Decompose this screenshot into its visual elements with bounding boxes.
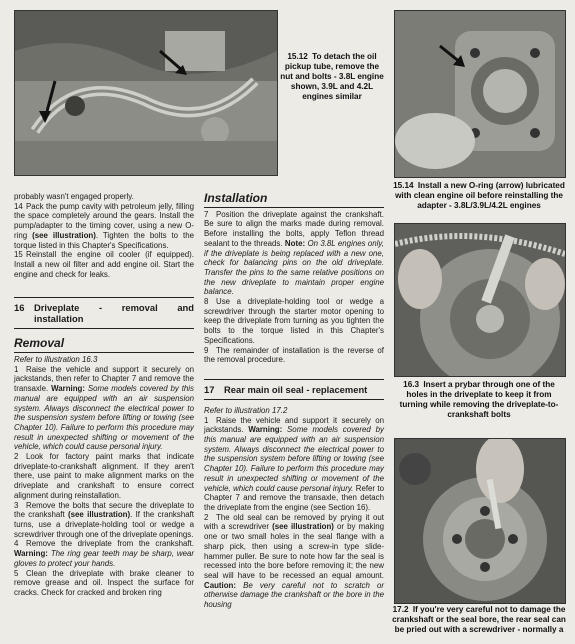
paragraph xyxy=(204,346,384,365)
step-text: Raise the vehicle and support it securely on jackstands, then refer to Chapter 7 and remove the transaxle. xyxy=(14,364,194,394)
photo-adapter-o-ring xyxy=(394,10,566,178)
caption-text: To detach the oil pickup tube, remove the nut and bolts - 3.8L engine shown, 3.9L and 4.2L engines similar xyxy=(280,52,384,101)
step-number: 1 xyxy=(204,415,209,425)
caption-16-3 xyxy=(394,380,564,420)
step-number: 4 xyxy=(14,539,19,549)
removal-heading: Removal xyxy=(14,336,65,351)
step-text: . If the crankshaft turns, use a driveplate-holding tool or wedge a screwdriver through one of the driveplate openings. xyxy=(14,510,194,539)
warning-text: Some models covered by this manual are equipped with an air suspension system. Always disconnect the electrical power to the suspension system before lifting or towing (see Chapter 10). Failure to perform this procedure may result in unexpected shifting or movement of the vehicle, which could cause personal injury. xyxy=(204,425,384,493)
paragraph: probably wasn't engaged properly. xyxy=(14,192,134,201)
paragraph xyxy=(14,501,194,540)
step-number: 7 xyxy=(204,209,209,219)
caption-text: If you're very careful not to damage the crankshaft or the seal bore, the rear seal can be pried out with a screwdriver - normally a xyxy=(392,605,566,634)
step-text: Pack the pump cavity with petroleum jelly, filling the space completely around the gears. Install the pump/adapter to the timing cover, using a new O-ring xyxy=(14,201,194,240)
caption-number: 17.2 xyxy=(392,605,409,614)
paragraph xyxy=(14,539,194,568)
section-heading-17 xyxy=(204,384,384,395)
paragraph xyxy=(204,513,384,610)
step-text: . Tighten the bolts to the torque listed in this Chapter's Specifications. xyxy=(14,230,194,250)
caution-label: Caution: xyxy=(204,580,236,590)
heading-rule xyxy=(14,352,194,353)
step-number: 14 xyxy=(14,201,23,211)
illustration-reference: Refer to illustration 17.2 xyxy=(204,405,288,415)
step-number: 3 xyxy=(14,500,19,510)
middle-text-column xyxy=(204,192,384,610)
caption-17-2 xyxy=(392,605,566,635)
section-title: Rear main oil seal - replacement xyxy=(224,383,368,395)
section-rule xyxy=(14,297,194,298)
note-label: Note: xyxy=(284,238,306,248)
caption-15-12 xyxy=(280,52,384,102)
paragraph xyxy=(204,416,384,513)
caption-text: Install a new O-ring (arrow) lubricated with clean engine oil before reinstalling the adapter - 3.8L/3.9L/4.2L engines xyxy=(395,181,565,210)
paragraph xyxy=(14,365,194,452)
warning-label: Warning: xyxy=(51,384,85,394)
installation-heading: Installation xyxy=(204,191,268,205)
left-text-column xyxy=(14,192,194,598)
heading-rule xyxy=(204,207,384,208)
step-text: Position the driveplate against the crankshaft. Be sure to align the marks made during removal. Before installing the bolts, apply Teflon thread sealant to the threads. xyxy=(204,209,384,248)
step-number: 2 xyxy=(204,512,209,522)
step-text: Look for factory paint marks that indicate driveplate-to-crankshaft alignment. If they aren't there, use paint to make alignment marks on the driveplate and crankshaft to ensure correct alignment during reinstallation. xyxy=(14,452,194,500)
photo-oil-pickup-tube xyxy=(14,10,278,176)
step-text: Clean the driveplate with brake cleaner to remove grease and oil. Inspect the surface for cracks. Check for cracked and broken ring xyxy=(14,568,194,597)
step-text: The remainder of installation is the reverse of the removal procedure. xyxy=(204,345,384,365)
paragraph xyxy=(204,210,384,297)
caption-number: 16.3 xyxy=(403,380,420,389)
paragraph xyxy=(204,297,384,346)
section-number: 16 xyxy=(14,302,25,314)
step-text: The old seal can be removed by prying it out with a screwdriver xyxy=(204,512,384,532)
photo-rear-seal-pry xyxy=(394,438,566,604)
caption-number: 15.14 xyxy=(393,181,414,190)
step-number: 1 xyxy=(14,364,19,374)
paragraph xyxy=(14,250,194,279)
warning-text: Some models covered by this manual are equipped with an air suspension system. Always disconnect the electrical power to the suspension system before lifting or towing (see Chapter 10). Failure to perform this procedure may result in unexpected shifting or movement of the vehicle, which could cause personal injury. xyxy=(14,384,194,452)
step-number: 9 xyxy=(204,345,209,355)
paragraph xyxy=(14,452,194,501)
step-number: 15 xyxy=(14,250,23,260)
photo-driveplate-prybar xyxy=(394,223,566,377)
illustration-reference: Refer to illustration 16.3 xyxy=(14,355,98,365)
illustration-ref: (see illustration) xyxy=(32,230,96,240)
caption-text: Insert a prybar through one of the holes in the driveplate to keep it from turning while removing the driveplate-to-crankshaft bolts xyxy=(399,380,559,419)
step-number: 2 xyxy=(14,452,19,462)
illustration-ref: (see illustration) xyxy=(68,510,131,520)
note-text: On 3.8L engines only, if the driveplate is being replaced with a new one, check for balancing pins on the old driveplate. Transfer the pins to the same relative positions on the new driveplate to maintain proper engine balance. xyxy=(204,238,384,297)
step-text: Remove the driveplate from the crankshaft. xyxy=(26,539,194,549)
warning-label: Warning: xyxy=(248,425,283,435)
section-heading-16 xyxy=(14,302,194,324)
section-title: Driveplate - removal and installation xyxy=(34,302,194,325)
warning-label: Warning: xyxy=(14,549,48,559)
caution-text: Be very careful not to scratch or otherwise damage the crankshaft or the bore in the housing xyxy=(204,580,384,610)
step-text: Use a driveplate-holding tool or wedge a screwdriver through the starter motor opening to keep the driveplate from turning as you tighten the bolts to the torque listed in this Chapter's Specifications. xyxy=(204,297,384,345)
step-text: Refer to Chapter 7 and remove the transaxle, then detach the driveplate from the engine (see Section 16). xyxy=(204,483,385,512)
paragraph xyxy=(14,569,194,598)
step-number: 8 xyxy=(204,297,209,307)
caption-number: 15.12 xyxy=(287,52,308,61)
section-rule xyxy=(204,399,384,400)
step-text: Remove the bolts that secure the driveplate to the crankshaft xyxy=(14,500,194,520)
caption-15-14 xyxy=(392,181,566,211)
step-number: 5 xyxy=(14,568,19,578)
section-number: 17 xyxy=(204,383,215,395)
illustration-ref: (see illustration) xyxy=(272,522,334,532)
step-text: Raise the vehicle and support it securely on jackstands. xyxy=(204,415,384,435)
step-text: or by making one or two small holes in the seal flange with a sharp pick, then using a screw-in type slide-hammer puller. Be sure to note how far the seal is recessed into the bore before removing it; the new seal will have to be recessed an equal amount. xyxy=(204,522,385,580)
section-rule xyxy=(204,379,384,380)
step-text: Reinstall the engine oil cooler (if equipped). Install a new oil filter and add engine oil. Start the engine and check for leaks. xyxy=(14,250,194,279)
warning-text: The ring gear teeth may be sharp, wear gloves to protect your hands. xyxy=(14,549,194,568)
paragraph xyxy=(14,202,194,251)
section-rule xyxy=(14,328,194,329)
